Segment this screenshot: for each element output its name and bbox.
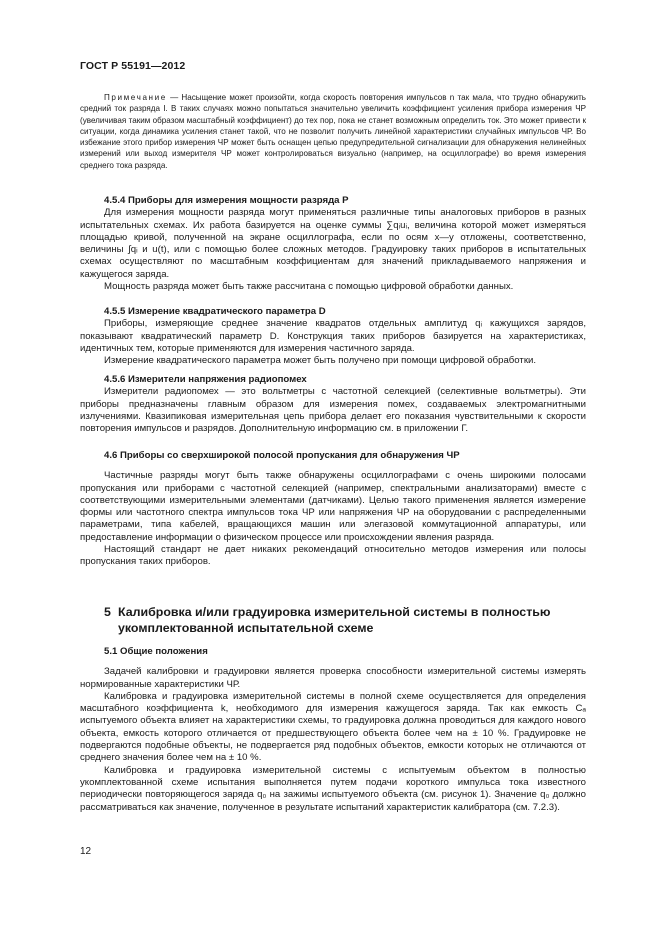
section-4-6 <box>80 450 586 569</box>
section-number: 5 <box>104 605 111 619</box>
section-title: 4.5.4 Приборы для измерения мощности разряда P <box>104 195 349 206</box>
section-title: 4.5.5 Измерение квадратического параметра D <box>104 306 326 317</box>
paragraph: Измерители радиопомех — это вольтметры с частотной селекцией (селективные вольтметры). Эти приборы предназначены главным образом для измерения помех, создаваемых электромагнитными излучениями. Квазипиковая измерительная цепь прибора делает его показания чувствительными к скорости повторения импульсов и разрядов. Дополнительную информацию см. в приложении Г. <box>80 386 586 435</box>
paragraph: Измерение квадратического параметра может быть получено при помощи цифровой обработки. <box>104 355 537 367</box>
section-4-5-4 <box>80 195 586 293</box>
section-5-1 <box>80 646 586 814</box>
note-label: Примечание <box>104 93 167 102</box>
paragraph: Приборы, измеряющие среднее значение квадратов отдельных амплитуд qᵢ кажущихся зарядов, показывают квадратический параметр D. Конструкция таких приборов базируется на характеристиках, идентичных тем, которые применяются для измерения частичного заряда. <box>80 318 586 354</box>
section-4-5-5 <box>80 306 586 367</box>
section-5 <box>80 604 586 636</box>
section-title: 4.6 Приборы со сверхширокой полосой пропускания для обнаружения ЧР <box>104 450 460 461</box>
document-header: ГОСТ Р 55191—2012 <box>80 60 186 72</box>
note-text: — Насыщение может произойти, когда скорость повторения импульсов n так мала, что трудно обнаружить средний ток разряда I. В таких случаях можно попытаться значительно увеличить коэффициент усиления прибора измерения ЧР (увеличивая таким образом масштабный коэффициент) до тех пор, пока не станет возможным определить ток. Это может привести к ситуации, когда динамика усиления станет такой, что не позволит получить линейной характеристики случайных импульсов ЧР. Во избежание этого прибор измерения ЧР может быть оснащен цепью предупредительной сигнализации для обнаружения нелинейных измерений или выход измерителя ЧР может контролироваться визуально (например, на осциллографе) во время измерения среднего тока разряда. <box>80 93 586 170</box>
paragraph: Частичные разряды могут быть также обнаружены осциллографами с очень широкими полосами пропускания или приборами с частотной селекцией (например, спектральными анализаторами) вместе с соответствующими измерительными элементами (датчиками). Целью такого применения является измерение формы или частотного спектра импульсов тока ЧР или напряжения ЧР на оборудовании с распределенными параметрами, типа кабелей, вращающихся машин или элегазовой коммутационной аппаратуры, или предоставление информации о физическом процессе или происхождении явления разряда. <box>80 470 586 543</box>
note-paragraph <box>80 92 586 171</box>
section-heading <box>80 604 586 636</box>
section-title: 5.1 Общие положения <box>104 646 208 657</box>
paragraph: Калибровка и градуировка измерительной системы в полной схеме осуществляется для определения масштабного коэффициента k, необходимого для измерения кажущегося заряда. Так как емкость Cₐ испытуемого объекта влияет на характеристики схемы, то градуировка должна проводиться для каждого нового объекта, емкость которого отличается от предшествующего объекта более чем на ± 10 %. Градуировке не подвергаются подобные объекты, не подвергается ряд подобных объектов, емкости которых не отличаются от среднего значения более чем на ± 10 %. <box>80 690 586 764</box>
note-block <box>80 92 586 171</box>
paragraph: Задачей калибровки и градуировки является проверка способности измерительной системы измерять нормированные характеристики ЧР. <box>80 666 586 690</box>
paragraph: Для измерения мощности разряда могут применяться различные типы аналоговых приборов в разных испытательных схемах. Их работа базируется на оценке суммы ∑qᵢuᵢ, величина которой может измеряться площадью кривой, полученной на экране осциллографа, если по осям x—y отложены, соответственно, величины ∫qᵢ и u(t), или с помощью более сложных методов. Градуировку таких приборов в испытательных схемах осуществляют по масштабным коэффициентам для значений прикладываемого напряжения и кажущегося заряда. <box>80 207 586 280</box>
paragraph: Мощность разряда может быть также рассчитана с помощью цифровой обработки данных. <box>104 281 514 293</box>
section-title-line1: Калибровка и/или градуировка измерительной системы в полностью <box>118 605 551 619</box>
paragraph: Настоящий стандарт не дает никаких рекомендаций относительно методов измерения или полосы пропускания таких приборов. <box>80 544 586 568</box>
paragraph: Калибровка и градуировка измерительной системы с испытуемым объектом в полностью укомплектованной схеме испытания выполняется путем подачи короткого импульса тока известного периодически повторяющегося заряда q₀ на зажимы испытуемого объекта (см. рисунок 1). Значение q₀ должно рассматриваться как значение, полученное в результате испытаний характеристик калибратора (см. 7.2.3). <box>80 764 586 813</box>
section-title: 4.5.6 Измерители напряжения радиопомех <box>104 374 307 385</box>
section-title-line2: укомплектованной испытательной схеме <box>118 621 374 635</box>
section-4-5-6 <box>80 374 586 435</box>
page-number: 12 <box>80 846 92 857</box>
